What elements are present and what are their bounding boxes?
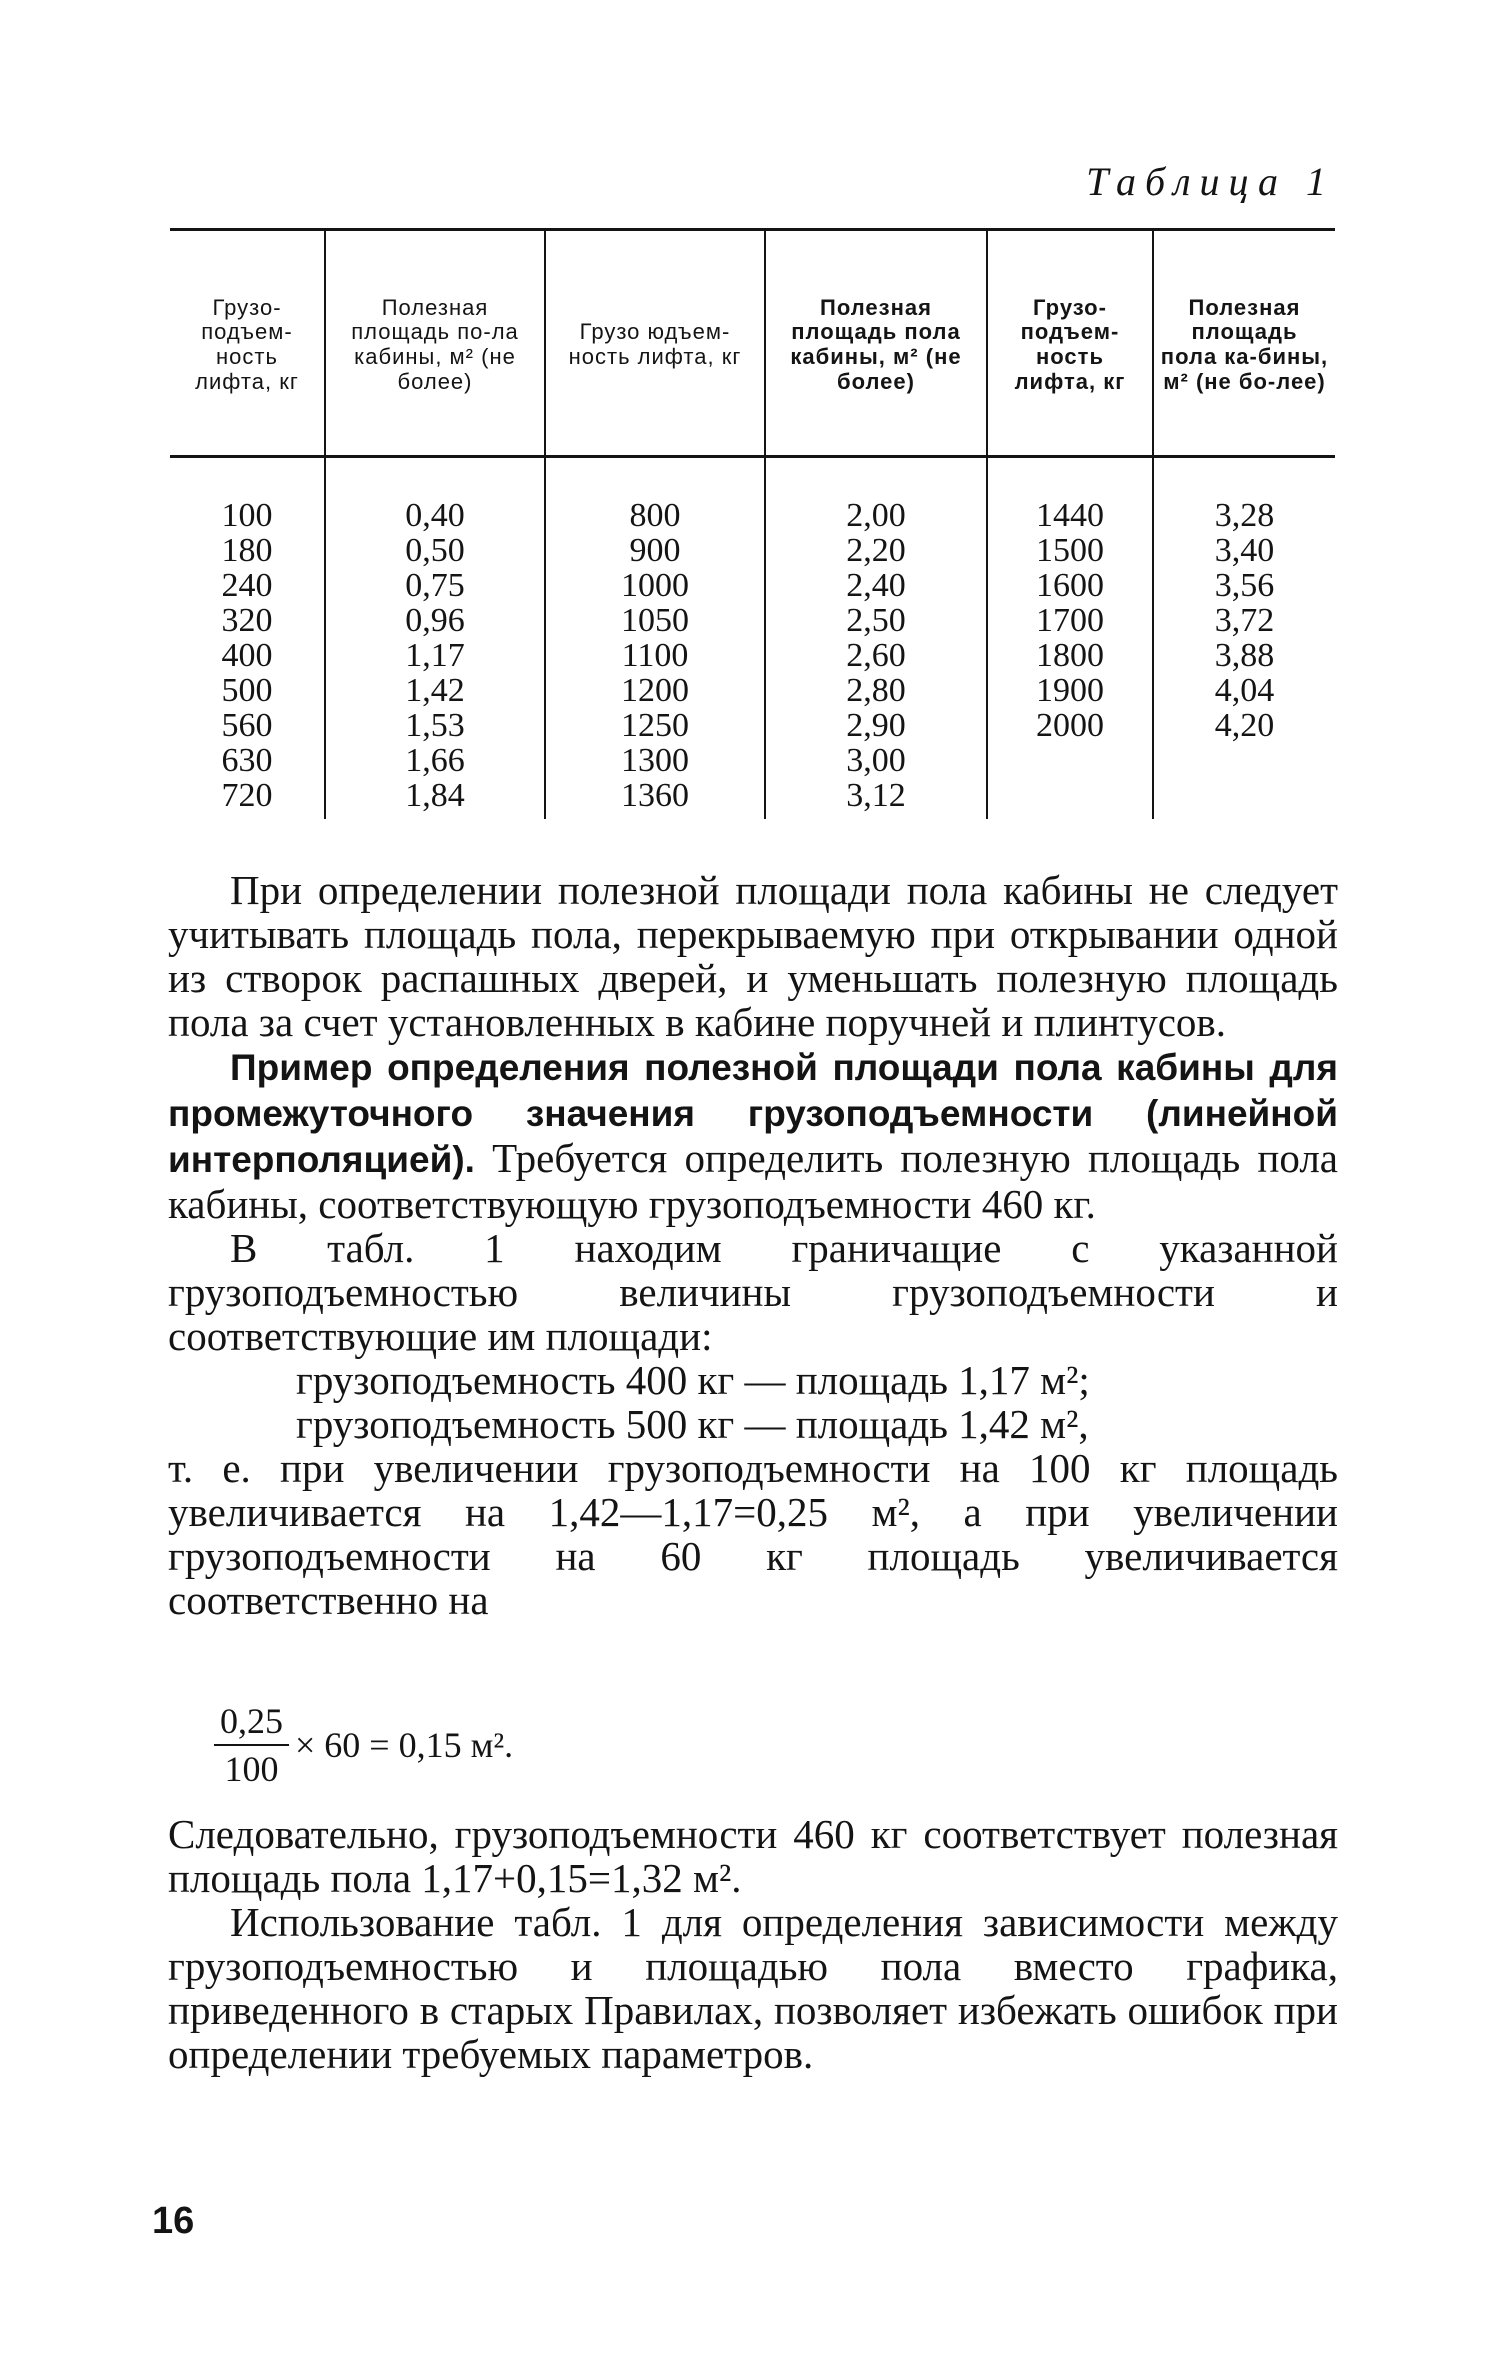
table-cell: 0,50 [405,532,465,569]
interpolation-formula [214,1700,513,1790]
column-capacity-1 [170,457,325,820]
table-cell: 1000 [621,567,689,604]
paragraph-conclusion: Использование табл. 1 для определения зависимости между грузоподъемностью и площадью пола вместо графика, приведенного в старых Правилах, позволяет избежать ошибок при определении требуемых параметров. [168,1899,1338,2077]
table-cell: 560 [221,707,273,744]
column-capacity-3 [987,457,1153,820]
table-caption: Таблица 1 [1086,159,1335,204]
table-cell: 4,04 [1214,672,1275,709]
table-row [170,457,1335,820]
table-cell: 400 [221,637,273,674]
table-cell: 1,42 [405,672,465,709]
column-area-1 [325,457,545,820]
table-cell: 1900 [1036,672,1104,709]
table-cell: 2,20 [846,532,906,569]
table-cell: 2,80 [846,672,906,709]
header-area-3: Полезная площадь пола ка-бины, м² (не бо-лее) [1153,230,1335,457]
formula-line-500: грузоподъемность 500 кг — площадь 1,42 м², [296,1401,1089,1447]
table-cell: 2,00 [846,497,906,534]
table-cell: 2,40 [846,567,906,604]
table-cell: 0,75 [405,567,465,604]
table-cell: 3,40 [1214,532,1275,569]
table-cell: 900 [629,532,681,569]
table-cell: 320 [221,602,273,639]
table-cell: 1700 [1036,602,1104,639]
table-cell: 3,56 [1214,567,1275,604]
table-cell: 3,28 [1214,497,1275,534]
formula-line-400: грузоподъемность 400 кг — площадь 1,17 м²; [296,1357,1090,1403]
body-text-block-1 [168,868,1338,1622]
header-capacity-2: Грузо юдъем-ность лифта, кг [545,230,765,457]
paragraph-floor-area-rule: При определении полезной площади пола кабины не следует учитывать площадь пола, перекрываемую при открывании одной из створок распашных дверей, и уменьшать полезную площадь пола за счет установленных в кабине поручней и плинтусов. [168,867,1338,1045]
table-cell: 1500 [1036,532,1104,569]
table-cell: 630 [221,742,273,779]
example-heading: Пример определения полезной площади пола кабины для промежуточного значения грузоподъемности (линейной интерполяцией). [168,1047,1338,1180]
table-cell: 3,00 [846,742,906,779]
column-area-3 [1153,457,1335,820]
fraction [214,1700,289,1790]
header-area-2: Полезная площадь пола кабины, м² (не более) [765,230,987,457]
body-text-block-2 [168,1812,1338,2076]
paragraph-table-lookup: В табл. 1 находим граничащие с указанной грузоподъемностью величины грузоподъемности и соответствующие им площади: [168,1225,1338,1359]
table-cell: 1,53 [405,707,465,744]
table-cell: 2,50 [846,602,906,639]
load-area-table [170,228,1335,819]
table-cell: 1,84 [405,777,465,814]
table-cell: 720 [221,777,273,814]
table-cell: 3,72 [1214,602,1275,639]
table-cell: 1250 [621,707,689,744]
table-cell: 2,90 [846,707,906,744]
column-area-2 [765,457,987,820]
table-cell: 1200 [621,672,689,709]
table-cell: 3,12 [846,777,906,814]
table-cell: 240 [221,567,273,604]
table-header-row [170,230,1335,457]
table-cell: 1050 [621,602,689,639]
paragraph-example [168,1044,1338,1226]
table-cell: 1360 [621,777,689,814]
table-cell: 1440 [1036,497,1104,534]
table-cell: 180 [221,532,273,569]
page-number: 16 [152,2200,195,2242]
table-cell: 1,17 [405,637,465,674]
table-cell: 1,66 [405,742,465,779]
header-capacity-3: Грузо-подъем-ность лифта, кг [987,230,1153,457]
paragraph-result: Следовательно, грузоподъемности 460 кг соответствует полезная площадь пола 1,17+0,15=1,32 м². [168,1811,1338,1901]
table-cell: 1600 [1036,567,1104,604]
header-capacity-1: Грузо-подъем-ность лифта, кг [170,230,325,457]
table-cell: 500 [221,672,273,709]
table-cell: 1300 [621,742,689,779]
table-cell: 2,60 [846,637,906,674]
example-text: Требуется определить полезную площадь пола кабины, соответствующую грузоподъемности 460 кг. [168,1135,1338,1227]
table-cell: 100 [221,497,273,534]
paragraph-increment: т. е. при увеличении грузоподъемности на 100 кг площадь увеличивается на 1,42—1,17=0,25 м², а при увеличении грузоподъемности на 60 кг площадь увеличивается соответственно на [168,1445,1338,1623]
table-cell: 4,20 [1214,707,1275,744]
table-cell: 2000 [1036,707,1104,744]
table-cell: 0,40 [405,497,465,534]
table-cell: 1800 [1036,637,1104,674]
fraction-denominator: 100 [224,1749,279,1789]
column-capacity-2 [545,457,765,820]
table-cell: 0,96 [405,602,465,639]
fraction-numerator: 0,25 [214,1700,289,1746]
fraction-rest: × 60 = 0,15 м². [295,1725,514,1765]
table-cell: 1100 [621,637,689,674]
table-cell: 3,88 [1214,637,1275,674]
header-area-1: Полезная площадь по-ла кабины, м² (не более) [325,230,545,457]
table-cell: 800 [629,497,681,534]
